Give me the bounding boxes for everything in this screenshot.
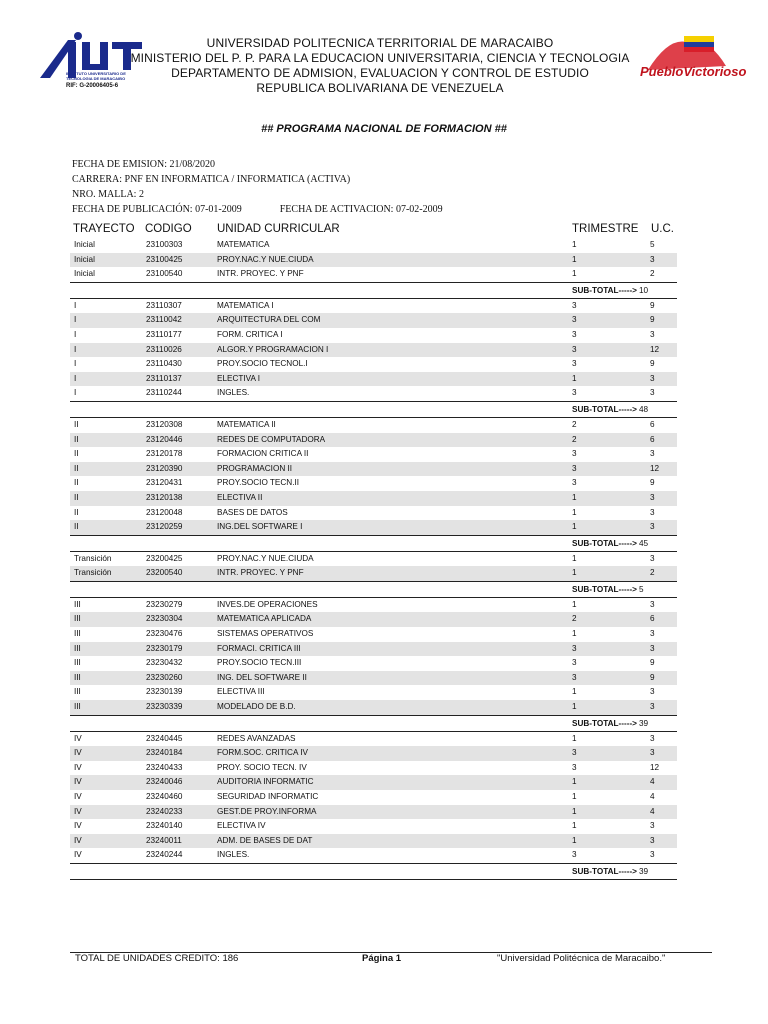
trayecto-cell: III bbox=[74, 643, 81, 653]
unidad-cell: INTR. PROYEC. Y PNF bbox=[217, 269, 304, 279]
trimestre-cell: 3 bbox=[572, 449, 577, 459]
codigo-cell: 23240244 bbox=[146, 850, 183, 860]
table-row bbox=[70, 819, 677, 834]
subtotal-label: SUB-TOTAL-----> bbox=[572, 285, 637, 295]
trayecto-cell: II bbox=[74, 463, 79, 473]
codigo-cell: 23200540 bbox=[146, 568, 183, 578]
unidad-cell: INGLES. bbox=[217, 388, 250, 398]
uc-cell: 9 bbox=[650, 658, 655, 668]
subtotal-row bbox=[70, 715, 677, 732]
table-row bbox=[70, 566, 677, 581]
col-header-uc: U.C. bbox=[651, 223, 674, 235]
subtotal-label: SUB-TOTAL-----> bbox=[572, 538, 637, 548]
subtotal-label: SUB-TOTAL-----> bbox=[572, 718, 637, 728]
curriculum-table bbox=[70, 238, 677, 880]
trimestre-cell: 3 bbox=[572, 329, 577, 339]
trimestre-cell: 1 bbox=[572, 507, 577, 517]
trayecto-cell: IV bbox=[74, 733, 82, 743]
table-row bbox=[70, 357, 677, 372]
uc-cell: 9 bbox=[650, 672, 655, 682]
trimestre-cell: 3 bbox=[572, 388, 577, 398]
unidad-cell: PROY.NAC.Y NUE.CIUDA bbox=[217, 254, 314, 264]
trayecto-cell: I bbox=[74, 344, 77, 354]
unidad-cell: MATEMATICA II bbox=[217, 419, 276, 429]
unidad-cell: REDES AVANZADAS bbox=[217, 733, 296, 743]
codigo-cell: 23110042 bbox=[146, 315, 182, 325]
codigo-cell: 23240184 bbox=[146, 748, 183, 758]
table-row bbox=[70, 775, 677, 790]
uc-cell: 3 bbox=[650, 553, 655, 563]
unidad-cell: ELECTIVA I bbox=[217, 373, 261, 383]
uc-cell: 9 bbox=[650, 300, 655, 310]
codigo-cell: 23110026 bbox=[146, 344, 182, 354]
iut-logo-sub1: INSTITUTO UNIVERSITARIO DE bbox=[66, 71, 126, 76]
trimestre-cell: 1 bbox=[572, 553, 577, 563]
table-row bbox=[70, 790, 677, 805]
codigo-cell: 23230476 bbox=[146, 629, 183, 639]
uc-cell: 9 bbox=[650, 359, 655, 369]
trayecto-cell: IV bbox=[74, 806, 82, 816]
codigo-cell: 23200425 bbox=[146, 553, 183, 563]
uc-cell: 2 bbox=[650, 568, 655, 578]
uc-cell: 3 bbox=[650, 449, 655, 459]
trimestre-cell: 1 bbox=[572, 821, 577, 831]
trimestre-cell: 1 bbox=[572, 792, 577, 801]
trimestre-cell: 1 bbox=[572, 269, 577, 279]
uc-cell: 9 bbox=[650, 315, 655, 325]
unidad-cell: ARQUITECTURA DEL COM bbox=[217, 315, 321, 325]
total-credits: TOTAL DE UNIDADES CREDITO: 186 bbox=[75, 953, 239, 964]
iut-logo-sub2: TECNOLOGIA DE MARACAIBO bbox=[66, 76, 126, 81]
trayecto-cell: III bbox=[74, 702, 81, 712]
codigo-cell: 23240140 bbox=[146, 821, 183, 831]
codigo-cell: 23120048 bbox=[146, 507, 183, 517]
subtotal-row bbox=[70, 863, 677, 880]
subtotal-value: 39 bbox=[639, 718, 649, 728]
unidad-cell: PROY.SOCIO TECNOL.I bbox=[217, 359, 308, 369]
codigo-cell: 23110307 bbox=[146, 300, 182, 310]
trimestre-cell: 3 bbox=[572, 463, 577, 473]
table-row bbox=[70, 685, 677, 700]
trayecto-cell: III bbox=[74, 672, 81, 682]
unidad-cell: MATEMATICA bbox=[217, 240, 270, 249]
table-row bbox=[70, 433, 677, 448]
uc-cell: 2 bbox=[650, 269, 655, 279]
uc-cell: 3 bbox=[650, 599, 655, 609]
trimestre-cell: 1 bbox=[572, 522, 577, 532]
unidad-cell: PROY. SOCIO TECN. IV bbox=[217, 762, 307, 772]
unidad-cell: PROGRAMACION II bbox=[217, 463, 293, 473]
trimestre-cell: 1 bbox=[572, 733, 577, 743]
trayecto-cell: III bbox=[74, 658, 81, 668]
table-row bbox=[70, 732, 677, 747]
trimestre-cell: 1 bbox=[572, 687, 577, 697]
trayecto-cell: IV bbox=[74, 792, 82, 801]
uc-cell: 3 bbox=[650, 522, 655, 532]
subtotal-row bbox=[70, 581, 677, 598]
subtotal-value: 45 bbox=[639, 538, 649, 548]
uc-cell: 3 bbox=[650, 687, 655, 697]
table-row bbox=[70, 671, 677, 686]
uc-cell: 3 bbox=[650, 254, 655, 264]
trayecto-cell: I bbox=[74, 359, 77, 369]
table-row bbox=[70, 418, 677, 433]
unidad-cell: ALGOR.Y PROGRAMACION I bbox=[217, 344, 329, 354]
table-row bbox=[70, 253, 677, 268]
table-row bbox=[70, 506, 677, 521]
codigo-cell: 23120259 bbox=[146, 522, 183, 532]
unidad-cell: FORM.SOC. CRITICA IV bbox=[217, 748, 308, 758]
trimestre-cell: 3 bbox=[572, 672, 577, 682]
trimestre-cell: 1 bbox=[572, 599, 577, 609]
trayecto-cell: I bbox=[74, 329, 77, 339]
header-line-3: DEPARTAMENTO DE ADMISION, EVALUACION Y CONTROL DE ESTUDIO bbox=[171, 66, 589, 80]
trimestre-cell: 1 bbox=[572, 629, 577, 639]
col-header-trimestre: TRIMESTRE bbox=[572, 223, 639, 235]
iut-rif: RIF: G-20006405-6 bbox=[66, 83, 119, 89]
unidad-cell: ELECTIVA III bbox=[217, 687, 265, 697]
trayecto-cell: I bbox=[74, 373, 77, 383]
uc-cell: 3 bbox=[650, 702, 655, 712]
unidad-cell: ING.DEL SOFTWARE I bbox=[217, 522, 303, 532]
unidad-cell: MATEMATICA I bbox=[217, 300, 274, 310]
codigo-cell: 23240445 bbox=[146, 733, 183, 743]
trayecto-cell: III bbox=[74, 599, 81, 609]
trimestre-cell: 3 bbox=[572, 300, 577, 310]
footer-university: "Universidad Politécnica de Maracaibo." bbox=[497, 953, 666, 964]
table-row bbox=[70, 761, 677, 776]
trimestre-cell: 3 bbox=[572, 344, 577, 354]
trimestre-cell: 1 bbox=[572, 568, 577, 578]
uc-cell: 3 bbox=[650, 748, 655, 758]
trayecto-cell: IV bbox=[74, 850, 82, 860]
table-row bbox=[70, 372, 677, 387]
codigo-cell: 23230339 bbox=[146, 702, 183, 712]
codigo-cell: 23240011 bbox=[146, 835, 182, 845]
table-row bbox=[70, 238, 677, 253]
uc-cell: 3 bbox=[650, 643, 655, 653]
uc-cell: 3 bbox=[650, 492, 655, 502]
col-header-codigo: CODIGO bbox=[145, 223, 192, 235]
codigo-cell: 23120446 bbox=[146, 434, 183, 444]
trayecto-cell: II bbox=[74, 507, 79, 517]
codigo-cell: 23230179 bbox=[146, 643, 183, 653]
trayecto-cell: Inicial bbox=[74, 240, 95, 249]
unidad-cell: SISTEMAS OPERATIVOS bbox=[217, 629, 314, 639]
codigo-cell: 23110430 bbox=[146, 359, 182, 369]
uc-cell: 3 bbox=[650, 329, 655, 339]
unidad-cell: REDES DE COMPUTADORA bbox=[217, 434, 326, 444]
trimestre-cell: 1 bbox=[572, 373, 577, 383]
uc-cell: 4 bbox=[650, 806, 655, 816]
table-row bbox=[70, 343, 677, 358]
codigo-cell: 23120431 bbox=[146, 478, 183, 488]
col-header-unidad: UNIDAD CURRICULAR bbox=[217, 223, 340, 235]
uc-cell: 3 bbox=[650, 507, 655, 517]
codigo-cell: 23240233 bbox=[146, 806, 183, 816]
trayecto-cell: II bbox=[74, 492, 79, 502]
codigo-cell: 23240460 bbox=[146, 792, 183, 801]
program-title: ## PROGRAMA NACIONAL DE FORMACION ## bbox=[261, 123, 507, 135]
header-line-1: UNIVERSIDAD POLITECNICA TERRITORIAL DE MARACAIBO bbox=[206, 36, 554, 50]
uc-cell: 3 bbox=[650, 629, 655, 639]
trimestre-cell: 1 bbox=[572, 777, 577, 787]
trimestre-cell: 3 bbox=[572, 762, 577, 772]
codigo-cell: 23230432 bbox=[146, 658, 183, 668]
trimestre-cell: 1 bbox=[572, 702, 577, 712]
trayecto-cell: II bbox=[74, 478, 79, 488]
trayecto-cell: II bbox=[74, 449, 79, 459]
carrera: CARRERA: PNF EN INFORMATICA / INFORMATICA (ACTIVA) bbox=[72, 174, 351, 185]
codigo-cell: 23110244 bbox=[146, 388, 182, 398]
table-row bbox=[70, 805, 677, 820]
codigo-cell: 23240433 bbox=[146, 762, 183, 772]
unidad-cell: INGLES. bbox=[217, 850, 250, 860]
table-row bbox=[70, 834, 677, 849]
table-row bbox=[70, 299, 677, 314]
codigo-cell: 23120138 bbox=[146, 492, 183, 502]
unidad-cell: SEGURIDAD INFORMATIC bbox=[217, 792, 319, 801]
unidad-cell: ELECTIVA IV bbox=[217, 821, 266, 831]
codigo-cell: 23100303 bbox=[146, 240, 183, 249]
unidad-cell: GEST.DE PROY.INFORMA bbox=[217, 806, 317, 816]
trayecto-cell: Inicial bbox=[74, 254, 95, 264]
uc-cell: 6 bbox=[650, 434, 655, 444]
trimestre-cell: 1 bbox=[572, 240, 577, 249]
subtotal-label: SUB-TOTAL-----> bbox=[572, 404, 637, 414]
trayecto-cell: II bbox=[74, 434, 79, 444]
table-row bbox=[70, 598, 677, 613]
unidad-cell: FORM. CRITICA I bbox=[217, 329, 283, 339]
uc-cell: 5 bbox=[650, 240, 655, 249]
trimestre-cell: 2 bbox=[572, 419, 577, 429]
trimestre-cell: 1 bbox=[572, 835, 577, 845]
codigo-cell: 23110137 bbox=[146, 373, 182, 383]
uc-cell: 3 bbox=[650, 850, 655, 860]
trimestre-cell: 3 bbox=[572, 748, 577, 758]
trimestre-cell: 3 bbox=[572, 643, 577, 653]
unidad-cell: BASES DE DATOS bbox=[217, 507, 288, 517]
uc-cell: 6 bbox=[650, 614, 655, 624]
codigo-cell: 23120390 bbox=[146, 463, 183, 473]
unidad-cell: PROY.NAC.Y NUE.CIUDA bbox=[217, 553, 314, 563]
trayecto-cell: IV bbox=[74, 777, 82, 787]
subtotal-row bbox=[70, 282, 677, 299]
unidad-cell: INVES.DE OPERACIONES bbox=[217, 599, 318, 609]
unidad-cell: ADM. DE BASES DE DAT bbox=[217, 835, 313, 845]
unidad-cell: PROY.SOCIO TECN.II bbox=[217, 478, 300, 488]
trayecto-cell: Transición bbox=[74, 568, 112, 578]
unidad-cell: ELECTIVA II bbox=[217, 492, 263, 502]
table-row bbox=[70, 328, 677, 343]
document-meta bbox=[72, 157, 443, 217]
uc-cell: 3 bbox=[650, 835, 655, 845]
uc-cell: 3 bbox=[650, 733, 655, 743]
uc-cell: 4 bbox=[650, 792, 655, 801]
codigo-cell: 23120308 bbox=[146, 419, 183, 429]
table-row bbox=[70, 491, 677, 506]
table-row bbox=[70, 447, 677, 462]
codigo-cell: 23230139 bbox=[146, 687, 183, 697]
uc-cell: 9 bbox=[650, 478, 655, 488]
col-header-trayecto: TRAYECTO bbox=[73, 223, 135, 235]
uc-cell: 4 bbox=[650, 777, 655, 787]
nro-malla: NRO. MALLA: 2 bbox=[72, 189, 144, 200]
trimestre-cell: 3 bbox=[572, 658, 577, 668]
fecha-activacion: FECHA DE ACTIVACION: 07-02-2009 bbox=[279, 204, 443, 215]
table-row bbox=[70, 386, 677, 401]
codigo-cell: 23100425 bbox=[146, 254, 183, 264]
trayecto-cell: IV bbox=[74, 835, 82, 845]
codigo-cell: 23230304 bbox=[146, 614, 183, 624]
trayecto-cell: II bbox=[74, 419, 79, 429]
subtotal-value: 10 bbox=[639, 285, 649, 295]
trayecto-cell: III bbox=[74, 614, 81, 624]
trayecto-cell: IV bbox=[74, 748, 82, 758]
trimestre-cell: 3 bbox=[572, 850, 577, 860]
pueblo-victorioso-logo bbox=[638, 30, 747, 90]
subtotal-value: 5 bbox=[639, 584, 644, 594]
table-row bbox=[70, 267, 677, 282]
pueblo-victorioso-text: PuebloVictorioso bbox=[640, 64, 747, 79]
table-row bbox=[70, 552, 677, 567]
trayecto-cell: I bbox=[74, 315, 77, 325]
table-row bbox=[70, 642, 677, 657]
table-row bbox=[70, 476, 677, 491]
subtotal-value: 39 bbox=[639, 866, 649, 876]
table-row bbox=[70, 462, 677, 477]
uc-cell: 3 bbox=[650, 821, 655, 831]
uc-cell: 6 bbox=[650, 419, 655, 429]
unidad-cell: MODELADO DE B.D. bbox=[217, 702, 296, 712]
trimestre-cell: 3 bbox=[572, 315, 577, 325]
codigo-cell: 23230279 bbox=[146, 599, 183, 609]
table-row bbox=[70, 746, 677, 761]
subtotal-label: SUB-TOTAL-----> bbox=[572, 866, 637, 876]
codigo-cell: 23230260 bbox=[146, 672, 183, 682]
subtotal-label: SUB-TOTAL-----> bbox=[572, 584, 637, 594]
trimestre-cell: 2 bbox=[572, 614, 577, 624]
trayecto-cell: I bbox=[74, 300, 77, 310]
uc-cell: 3 bbox=[650, 388, 655, 398]
uc-cell: 12 bbox=[650, 463, 660, 473]
table-row bbox=[70, 627, 677, 642]
table-row bbox=[70, 612, 677, 627]
subtotal-row bbox=[70, 401, 677, 418]
trimestre-cell: 1 bbox=[572, 806, 577, 816]
uc-cell: 12 bbox=[650, 762, 660, 772]
unidad-cell: MATEMATICA APLICADA bbox=[217, 614, 312, 624]
subtotal-value: 48 bbox=[639, 404, 649, 414]
uc-cell: 12 bbox=[650, 344, 660, 354]
unidad-cell: FORMACI. CRITICA III bbox=[217, 643, 301, 653]
table-row bbox=[70, 700, 677, 715]
fecha-publicacion: FECHA DE PUBLICACIÓN: 07-01-2009 bbox=[72, 204, 242, 215]
trayecto-cell: IV bbox=[74, 821, 82, 831]
uc-cell: 3 bbox=[650, 373, 655, 383]
table-row bbox=[70, 848, 677, 863]
unidad-cell: AUDITORIA INFORMATIC bbox=[217, 777, 314, 787]
codigo-cell: 23110177 bbox=[146, 329, 182, 339]
trayecto-cell: Transición bbox=[74, 553, 112, 563]
header-line-2: MINISTERIO DEL P. P. PARA LA EDUCACION UNIVERSITARIA, CIENCIA Y TECNOLOGIA bbox=[130, 51, 630, 65]
header-line-4: REPUBLICA BOLIVARIANA DE VENEZUELA bbox=[256, 81, 504, 95]
institution-header bbox=[130, 36, 630, 96]
trimestre-cell: 2 bbox=[572, 434, 577, 444]
unidad-cell: INTR. PROYEC. Y PNF bbox=[217, 568, 304, 578]
table-row bbox=[70, 520, 677, 535]
trayecto-cell: IV bbox=[74, 762, 82, 772]
trayecto-cell: II bbox=[74, 522, 79, 532]
fecha-emision: FECHA DE EMISION: 21/08/2020 bbox=[72, 159, 216, 170]
trimestre-cell: 3 bbox=[572, 359, 577, 369]
codigo-cell: 23100540 bbox=[146, 269, 183, 279]
table-row bbox=[70, 656, 677, 671]
trimestre-cell: 3 bbox=[572, 478, 577, 488]
unidad-cell: PROY.SOCIO TECN.III bbox=[217, 658, 302, 668]
subtotal-row bbox=[70, 535, 677, 552]
codigo-cell: 23240046 bbox=[146, 777, 183, 787]
codigo-cell: 23120178 bbox=[146, 449, 183, 459]
table-row bbox=[70, 313, 677, 328]
unidad-cell: ING. DEL SOFTWARE II bbox=[217, 672, 307, 682]
trayecto-cell: III bbox=[74, 687, 81, 697]
trimestre-cell: 1 bbox=[572, 492, 577, 502]
trayecto-cell: I bbox=[74, 388, 77, 398]
unidad-cell: FORMACION CRITICA II bbox=[217, 449, 309, 459]
page-number: Página 1 bbox=[362, 953, 402, 964]
trayecto-cell: Inicial bbox=[74, 269, 95, 279]
fechas-row bbox=[72, 202, 443, 217]
trayecto-cell: III bbox=[74, 629, 81, 639]
trimestre-cell: 1 bbox=[572, 254, 577, 264]
